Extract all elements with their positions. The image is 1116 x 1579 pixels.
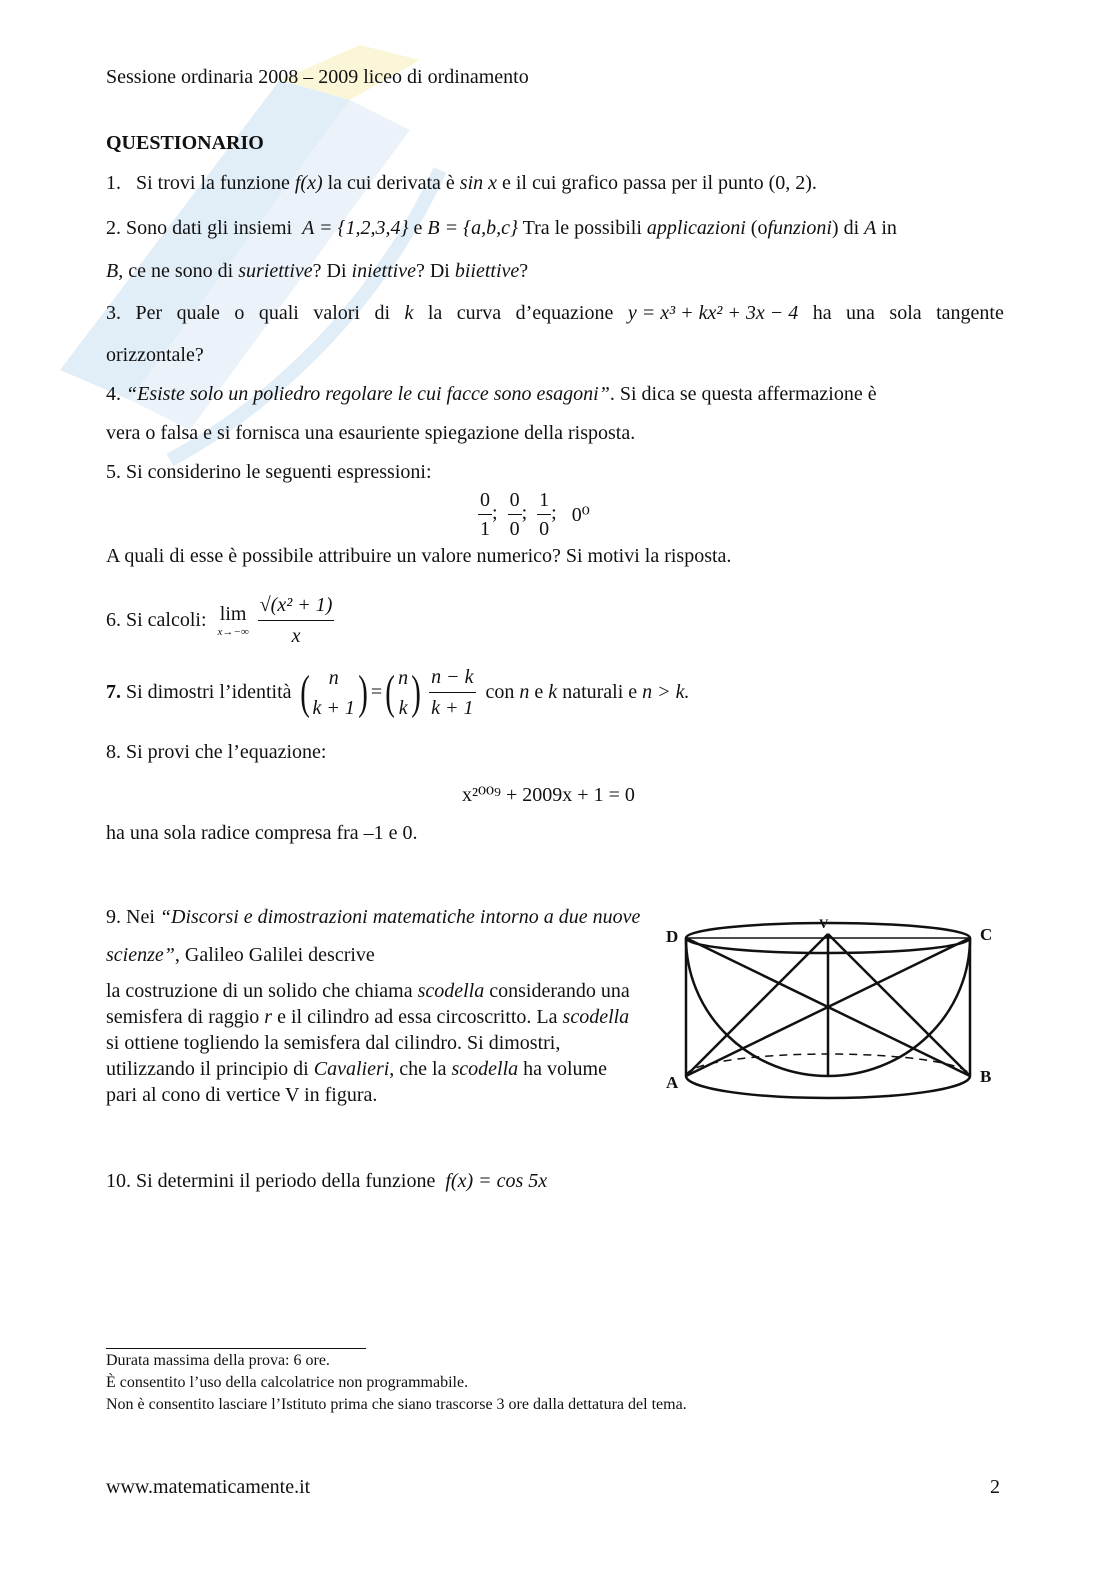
question-3-cont: orizzontale? [106,344,204,366]
footnotes [106,1350,687,1416]
fraction-3: $\frac{1}{0}$ [537,486,551,543]
question-4: 4. “Esiste solo un poliedro regolare le cui facce sono esagoni”. Si dica se questa affermazione è [106,383,877,405]
question-10: 10. Si determini il periodo della funzione f(x) = cos 5x [106,1170,548,1192]
question-7: 7. Si dimostri l’identità ( n k + 1 ) =( n k ) $\frac{n - k}{k + 1}$ con n e k naturali e n > k. [106,662,690,723]
question-6: 6. Si calcoli: lim x→−∞ $\frac{\text{√(x² + 1)}}{x}$ [106,590,334,651]
footnote: Non è consentito lasciare l’Istituto prima che siano trascorse 3 ore dalla dettatura del tema. [106,1396,687,1413]
question-9: 9. Nei “Discorsi e dimostrazioni matematiche intorno a due nuove scienze”, Galileo Galilei descrive la costruzione di un solido che chiama scodella considerando una semisfera di raggio r e il cilindro ad essa circoscritto. La scodella si ottiene togliendo la semisfera dal cilindro. Si dimostri, utilizzando il principio di Cavalieri, che la scodella ha volume pari al cono di vertice V in figura. [106,906,641,1106]
footer-url: www.matematicamente.it [106,1476,311,1498]
question-2: 2. Sono dati gli insiemi A = {1,2,3,4} e B = {a,b,c} Tra le possibili applicazioni (ofunzioni) di A in [106,217,897,239]
question-5-cont: A quali di esse è possibile attribuire un valore numerico? Si motivi la risposta. [106,545,732,567]
question-2-cont: B, ce ne sono di suriettive? Di iniettive? Di biiettive? [106,260,529,282]
page-number: 2 [990,1476,1000,1498]
expressions: $\frac{0}{1}$ ; $\frac{0}{0}$ ; $\frac{1}{0}$ ; 0⁰ [478,486,590,543]
question-8-cont: ha una sola radice compresa fra –1 e 0. [106,822,418,844]
question-4-cont: vera o falsa e si fornisca una esauriente spiegazione della risposta. [106,422,636,444]
footnote-rule [106,1348,366,1349]
equation-8: x²⁰⁰⁹ + 2009x + 1 = 0 [462,784,635,806]
section-title: QUESTIONARIO [106,132,264,154]
question-3: 3. Per quale o quali valori di k la curva d’equazione y = x³ + kx² + 3x − 4 ha una sola tangente [106,302,1004,324]
fraction-1: $\frac{0}{1}$ [478,486,492,543]
label-D: D [666,927,679,946]
label-C: C [980,925,993,944]
cylinder-hemisphere-figure [660,910,1000,1100]
question-8: 8. Si provi che l’equazione: [106,741,327,763]
label-V: V [819,916,829,931]
label-A: A [666,1073,679,1092]
question-5: 5. Si considerino le seguenti espressioni: [106,461,432,483]
fraction-2: $\frac{0}{0}$ [508,486,522,543]
footnote: Durata massima della prova: 6 ore. [106,1352,330,1369]
label-B: B [980,1067,992,1086]
page-header: Sessione ordinaria 2008 – 2009 liceo di ordinamento [106,66,529,88]
question-1: 1. Si trovi la funzione f(x) la cui derivata è sin x e il cui grafico passa per il punto (0, 2). [106,172,817,194]
footnote: È consentito l’uso della calcolatrice non programmabile. [106,1374,469,1391]
